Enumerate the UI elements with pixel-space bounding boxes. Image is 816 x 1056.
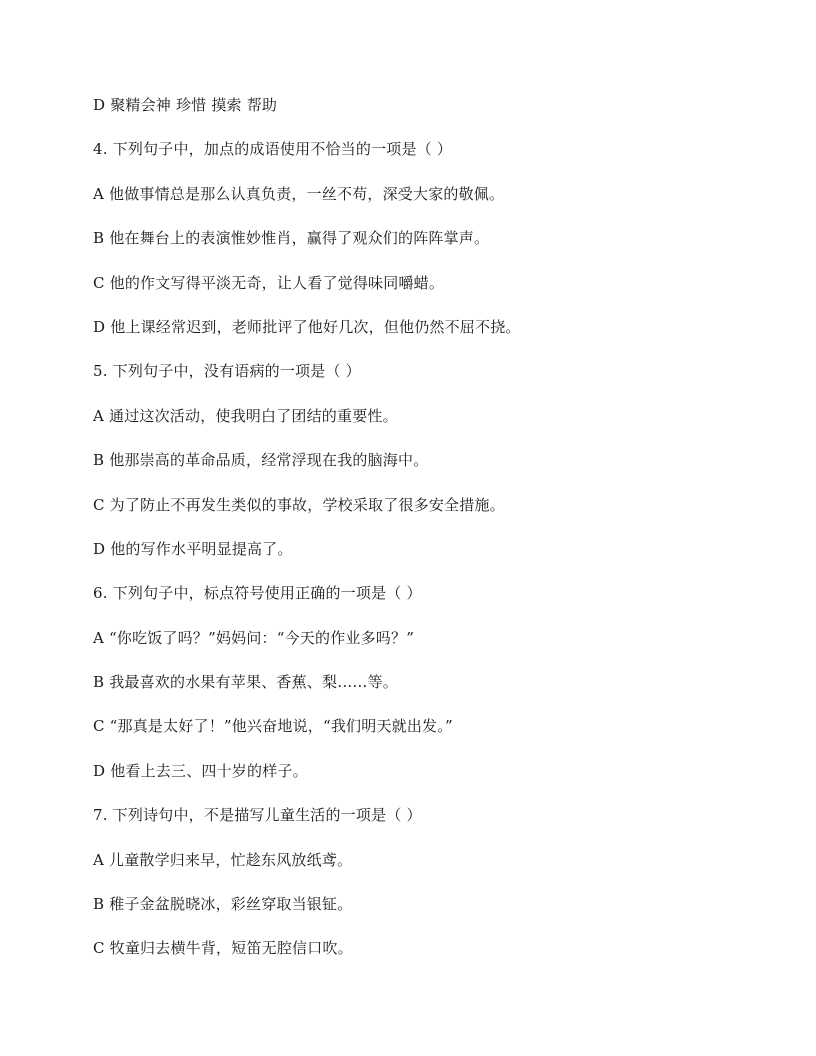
option-c-q4: C 他的作文写得平淡无奇，让人看了觉得味同嚼蜡。 [93,273,445,292]
option-b-q4: B 他在舞台上的表演惟妙惟肖，赢得了观众们的阵阵掌声。 [93,229,490,248]
document-page [93,94,773,982]
option-a-q5: A 通过这次活动，使我明白了团结的重要性。 [93,406,398,425]
option-b-q6: B 我最喜欢的水果有苹果、香蕉、梨……等。 [93,673,398,692]
option-d-q3: D 聚精会神 珍惜 摸索 帮助 [93,96,278,114]
option-b-q5: B 他那崇高的革命品质，经常浮现在我的脑海中。 [93,451,429,470]
option-d-q4: D 他上课经常迟到，老师批评了他好几次，但他仍然不屈不挠。 [93,317,521,336]
question-6: 6. 下列句子中，标点符号使用正确的一项是（ ） [93,584,422,603]
option-c-q7: C 牧童归去横牛背，短笛无腔信口吹。 [93,939,353,958]
question-4: 4. 下列句子中，加点的成语使用不恰当的一项是（ ） [93,140,453,159]
option-c-q5: C 为了防止不再发生类似的事故，学校采取了很多安全措施。 [93,495,505,514]
option-d-q5: D 他的写作水平明显提高了。 [93,539,293,558]
option-c-q6: C “那真是太好了！”他兴奋地说，“我们明天就出发。” [93,717,453,736]
option-d-q6: D 他看上去三、四十岁的样子。 [93,761,308,780]
question-5: 5. 下列句子中，没有语病的一项是（ ） [93,362,361,381]
option-a-q4: A 他做事情总是那么认真负责，一丝不苟，深受大家的敬佩。 [93,184,505,203]
option-a-q6: A “你吃饭了吗？”妈妈问：“今天的作业多吗？” [93,628,415,647]
question-7: 7. 下列诗句中，不是描写儿童生活的一项是（ ） [93,806,422,825]
option-a-q7: A 儿童散学归来早，忙趁东风放纸鸢。 [93,850,353,869]
option-b-q7: B 稚子金盆脱晓冰，彩丝穿取当银钲。 [93,895,353,914]
